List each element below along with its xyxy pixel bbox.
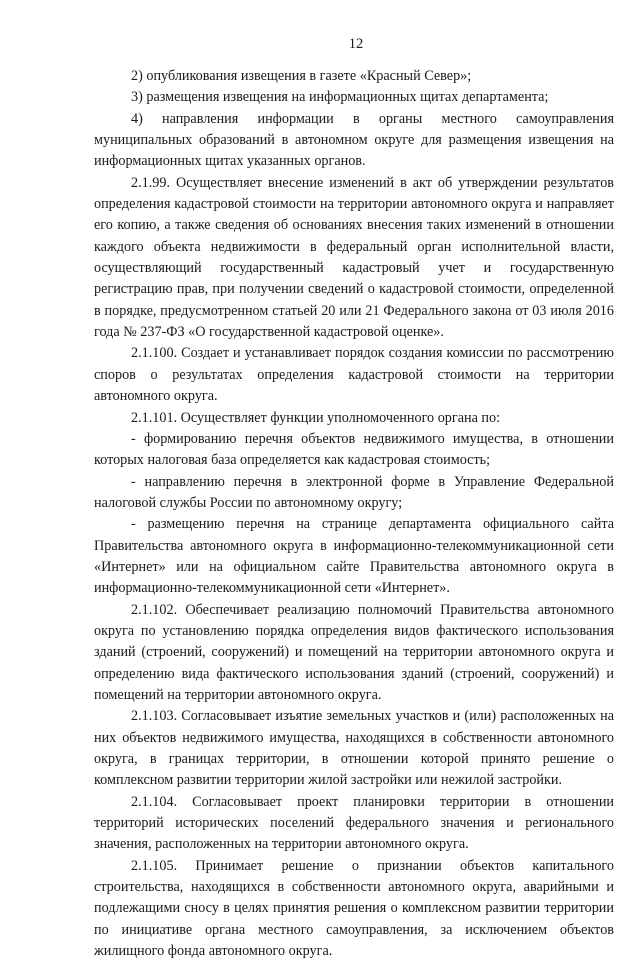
paragraph-2-1-101: 2.1.101. Осуществляет функции уполномоченного органа по: — [131, 409, 501, 426]
paragraph-dash-sending: - направлению перечня в электронной форме в Управление Федеральной налоговой службы России по автономному округу; — [94, 473, 614, 511]
paragraph-2-1-100: 2.1.100. Создает и устанавливает порядок создания комиссии по рассмотрению споров о результатах определения кадастровой стоимости на территории автономного округа. — [94, 345, 614, 405]
paragraph-2-1-102: 2.1.102. Обеспечивает реализацию полномочий Правительства автономного округа по установлению порядка определения видов фактического использования зданий (строений, сооружений) и помещений на территории автономного округа и определению вида фактического использования зданий (строений, сооружений) и помещений на территории автономного округа. — [94, 601, 614, 703]
paragraph-2-1-103: 2.1.103. Согласовывает изъятие земельных участков и (или) расположенных на них объектов недвижимого имущества, находящихся в собственности автономного округа, в границах территории, в отношении которой принято решение о комплексном развитии территории жилой застройки или нежилой застройки. — [94, 708, 614, 789]
paragraph-2-1-105: 2.1.105. Принимает решение о признании объектов капитального строительства, находящихся в собственности автономного округа, аварийными и подлежащими сносу в целях принятия решения о комплексном развитии территории по инициативе органа местного самоуправления, за исключением объектов жилищного фонда автономного округа. — [94, 857, 614, 960]
paragraph-2-1-104: 2.1.104. Согласовывает проект планировки территории в отношении территорий исторических поселений федерального значения и регионального значения, расположенных на территории автономного округа. — [94, 793, 614, 853]
paragraph-2-1-99: 2.1.99. Осуществляет внесение изменений в акт об утверждении результатов определения кадастровой стоимости на территории автономного округа и направляет его копию, а также сведения об основаниях внесения таких изменений в отношении каждого объекта недвижимости в федеральный орган исполнительной власти, осуществляющий государственный кадастровый учет и государственную регистрацию прав, при получении сведений о кадастровой стоимости, определенной в порядке, предусмотренном статьей 20 или 21 Федерального закона от 03 июля 2016 года № 237-ФЗ «О государственной кадастровой оценке». — [94, 174, 614, 341]
page-number: 12 — [348, 36, 364, 52]
paragraph-dash-formation: - формированию перечня объектов недвижимого имущества, в отношении которых налоговая база определяется как кадастровая стоимость; — [94, 430, 614, 469]
paragraph-dash-placement: - размещению перечня на странице департамента официального сайта Правительства автономного округа в информационно-телекоммуникационной сети «Интернет» или на официальном сайте Правительства автономного округа в информационно-телекоммуникационной сети «Интернет». — [94, 516, 614, 597]
document-page — [94, 34, 614, 962]
paragraph-item-2: 2) опубликования извещения в газете «Красный Север»; — [131, 68, 472, 84]
paragraph-item-4: 4) направления информации в органы местного самоуправления муниципальных образований в автономном округе для размещения извещения на информационных щитах указанных органов. — [94, 110, 614, 170]
paragraph-item-3: 3) размещения извещения на информационных щитах департамента; — [131, 89, 549, 106]
